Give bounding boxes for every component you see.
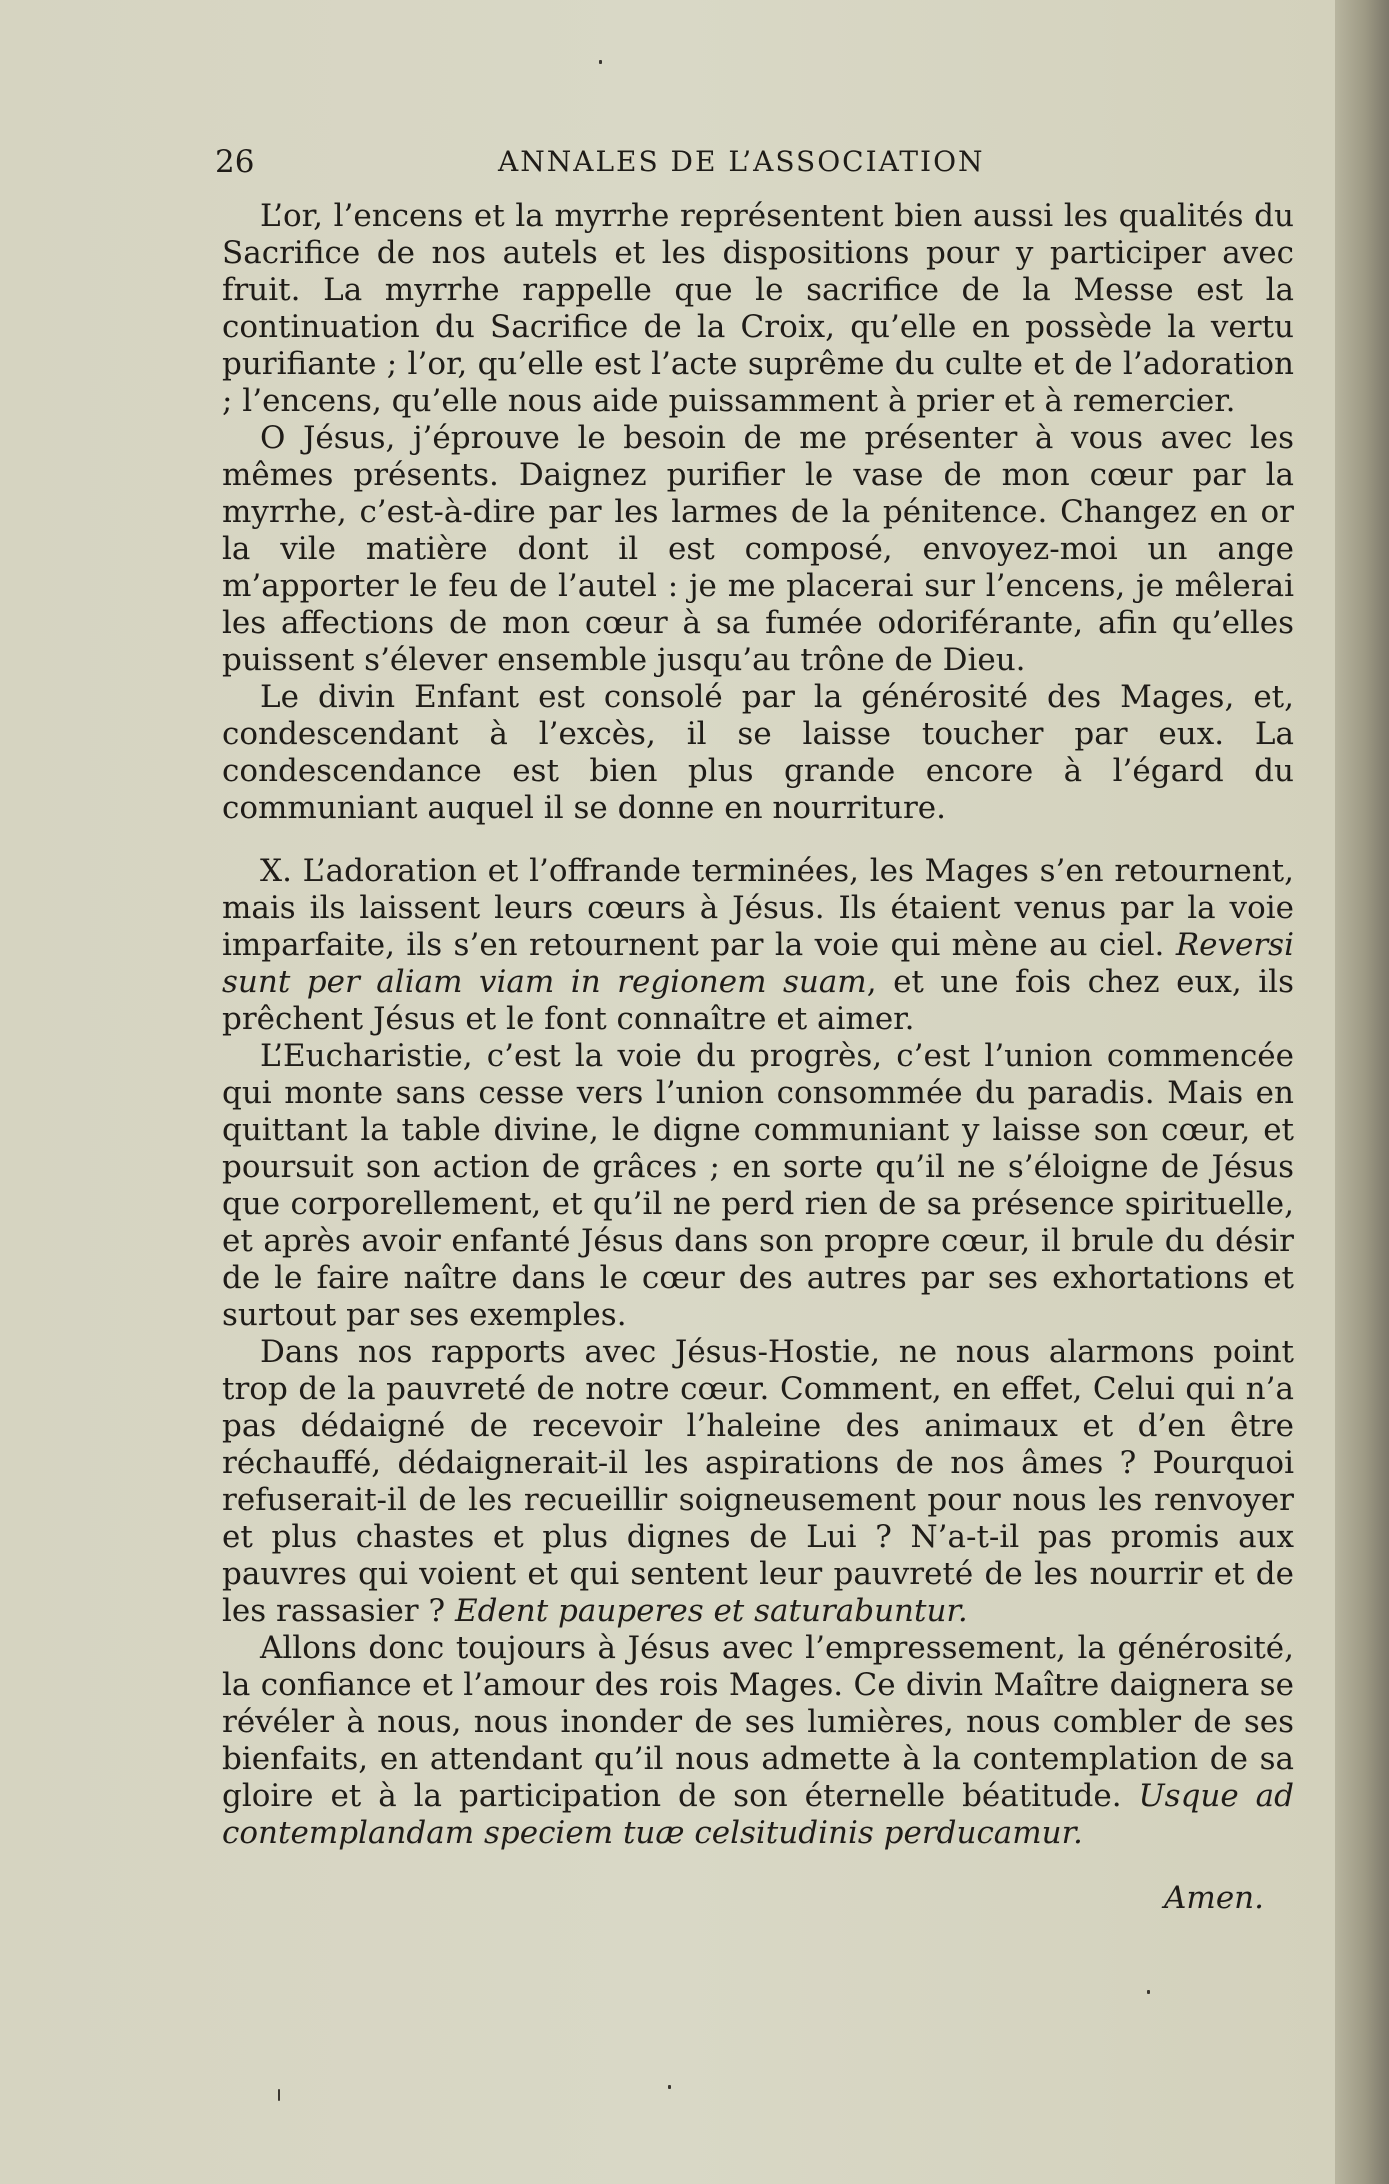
- paragraph-text: X. L’adoration et l’offrande terminées, les Mages s’en retournent, mais ils laissent leurs cœurs à Jésus. Ils étaient venus par la voie imparfaite, ils s’en retournent par la voie qui mène au ciel.: [222, 853, 1294, 963]
- running-head: ANNALES DE L’ASSOCIATION: [498, 145, 985, 178]
- paragraph-prayer: O Jésus, j’éprouve le besoin de me présenter à vous avec les mêmes présents. Daignez purifier le vase de mon cœur par la myrrhe, c’est-à-dire par les larmes de la pénitence. Changez en or la vile matière dont il est composé, envoyez-moi un ange m’apporter le feu de l’autel : je me placerai sur l’encens, je mêlerai les affections de mon cœur à sa fumée odoriférante, afin qu’elles puissent s’élever ensemble jusqu’au trône de Dieu.: [222, 420, 1294, 678]
- body-text: [222, 198, 1294, 1917]
- paragraph-divine-child: Le divin Enfant est consolé par la générosité des Mages, et, condescendant à l’excès, il se laisse toucher par eux. La condescendance est bien plus grande encore à l’égard du communiant auquel il se donne en nourriture.: [222, 679, 1294, 826]
- paragraph-section-x: [222, 853, 1294, 1038]
- paragraph-poverty: [222, 1334, 1294, 1630]
- paragraph-offerings: L’or, l’encens et la myrrhe représentent bien aussi les qualités du Sacrifice de nos autels et les dispositions pour y participer avec fruit. La myrrhe rappelle que le sacrifice de la Messe est la continuation du Sacrifice de la Croix, qu’elle en possède la vertu purifiante ; l’or, qu’elle est l’acte suprême du culte et de l’adoration ; l’encens, qu’elle nous aide puissamment à prier et à remercier.: [222, 198, 1294, 419]
- paper-speck: [668, 2085, 671, 2089]
- paragraph-text: Dans nos rapports avec Jésus-Hostie, ne nous alarmons point trop de la pauvreté de notre cœur. Comment, en effet, Celui qui n’a pas dédaigné de recevoir l’haleine des animaux et d’en être réchauffé, dédaignerait-il les aspirations de nos âmes ? Pourquoi refuserait-il de les recueillir soigneusement pour nous les renvoyer et plus chastes et plus dignes de Lui ? N’a-t-il pas promis aux pauvres qui voient et qui sentent leur pauvreté de les nourrir et de les rassasier ?: [222, 1334, 1294, 1629]
- paragraph-text: , et une fois chez eux, ils prêchent Jésus et le font connaître et aimer.: [222, 964, 1294, 1037]
- paper-speck: [1147, 1990, 1150, 1994]
- latin-quote: Usque ad contemplandam speciem tuæ celsitudinis perducamur.: [222, 1778, 1294, 1851]
- page-edge: [1335, 0, 1389, 2184]
- paragraph-conclusion: [222, 1630, 1294, 1852]
- closing-amen: Amen.: [1164, 1880, 1264, 1916]
- paragraph-eucharist: L’Eucharistie, c’est la voie du progrès, c’est l’union commencée qui monte sans cesse vers l’union consommée du paradis. Mais en quittant la table divine, le digne communiant y laisse son cœur, et poursuit son action de grâces ; en sorte qu’il ne s’éloigne de Jésus que corporellement, et qu’il ne perd rien de sa présence spirituelle, et après avoir enfanté Jésus dans son propre cœur, il brule du désir de le faire naître dans le cœur des autres par ses exhortations et surtout par ses exemples.: [222, 1038, 1294, 1333]
- page-number: 26: [215, 144, 255, 180]
- page-header: [215, 140, 1025, 184]
- paper-speck: [278, 2089, 280, 2101]
- paper-speck: [599, 60, 602, 64]
- latin-quote: Reversi sunt per aliam viam in regionem suam: [222, 927, 1294, 1000]
- latin-quote: Edent pauperes et saturabuntur.: [454, 1593, 968, 1629]
- paragraph-text: Allons donc toujours à Jésus avec l’empressement, la générosité, la confiance et l’amour des rois Mages. Ce divin Maître daignera se révéler à nous, nous inonder de ses lumières, nous combler de ses bienfaits, en attendant qu’il nous admette à la contemplation de sa gloire et à la participation de son éternelle béatitude.: [222, 1630, 1294, 1814]
